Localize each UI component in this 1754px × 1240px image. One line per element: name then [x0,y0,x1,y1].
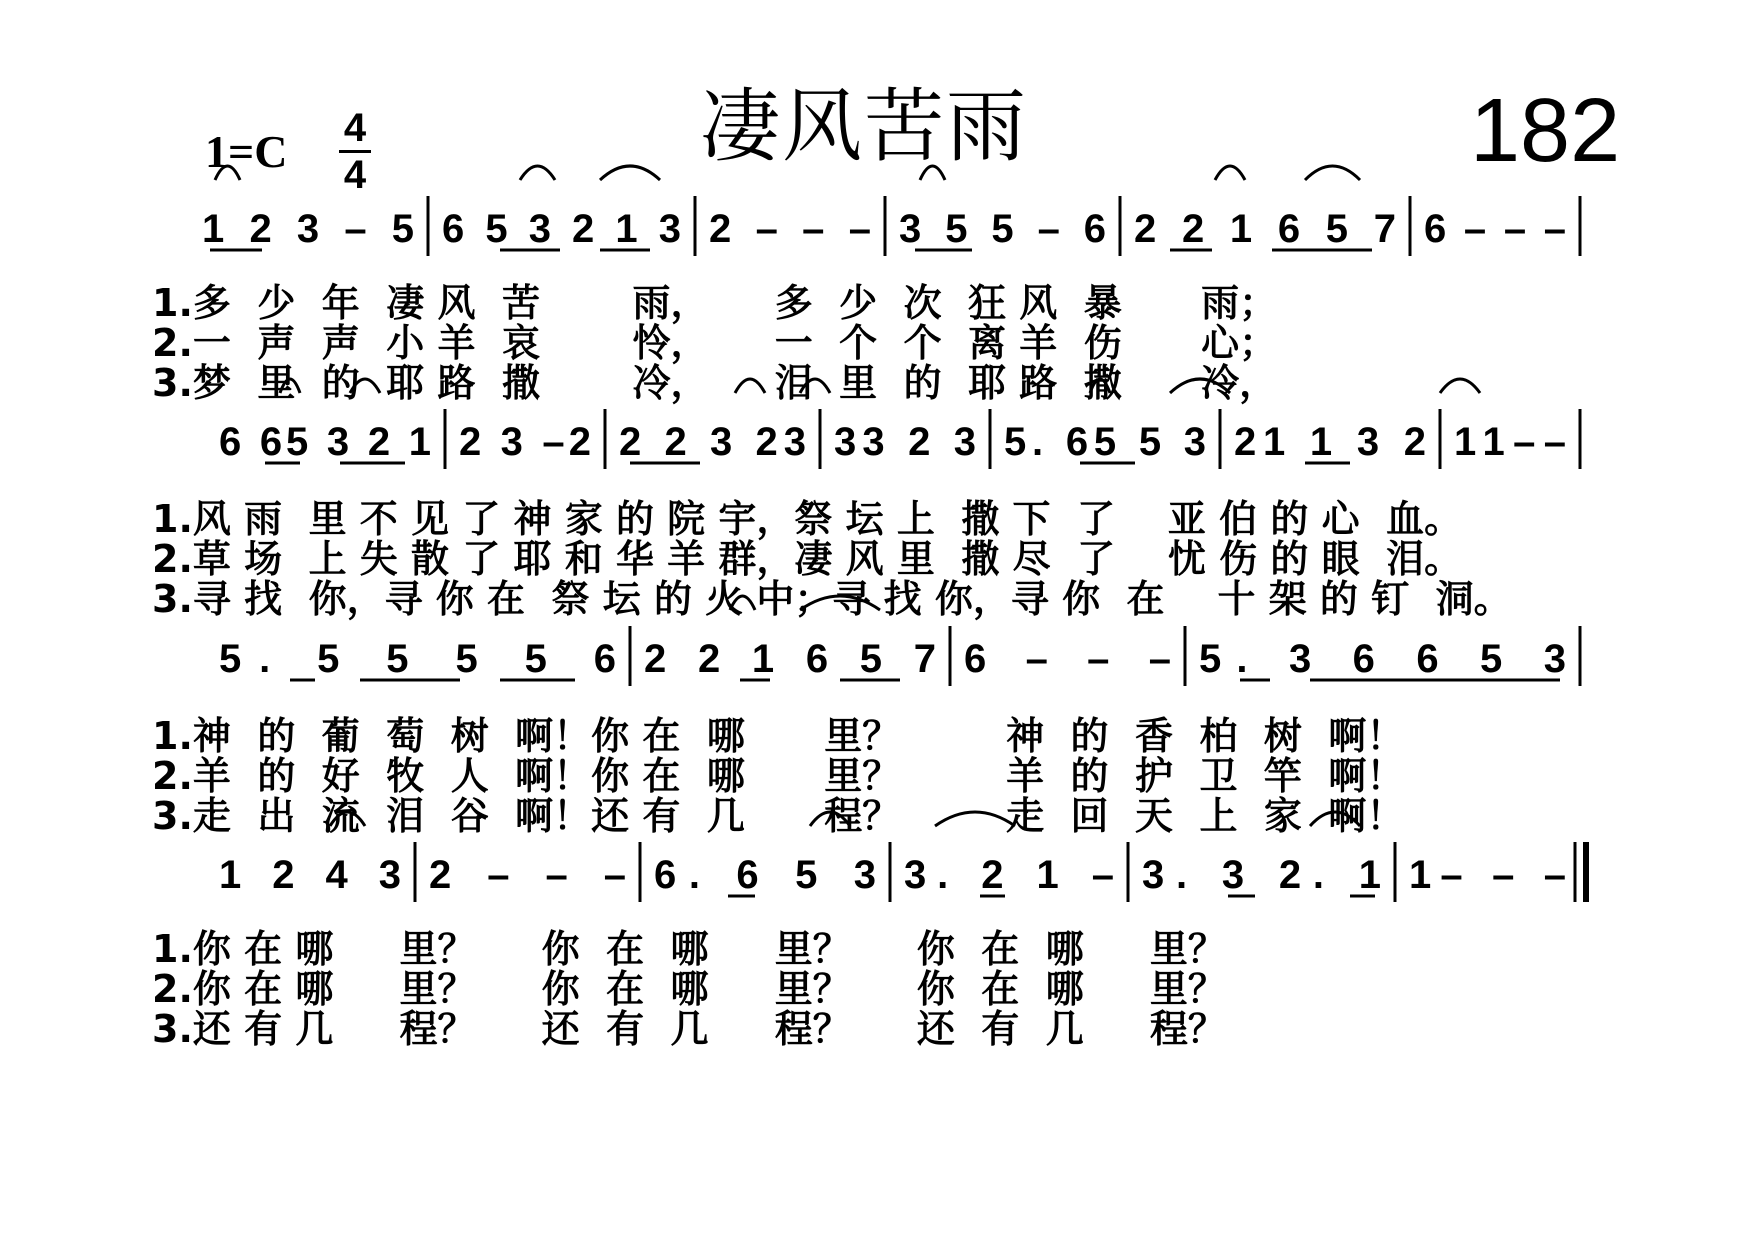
measure-notes: 6 65 3 2 1 [219,420,431,464]
lyric-line: 3.还 有 几 程？ 还 有 几 程？ 还 有 几 程？ [152,1007,1226,1051]
slur [520,166,555,180]
slur [1440,379,1480,393]
lyric-line: 2.羊 的 好 牧 人 啊！你 在 哪 里？ 羊 的 护 卫 竿 啊！ [152,754,1405,798]
slur [215,166,240,180]
measure-notes: 2 2 1 6 5 7 [644,637,936,681]
key-signature: 1=C [205,126,288,177]
lyric-line: 3.走 出 流 泪 谷 啊！还 有 几 程？ 走 回 天 上 家 啊！ [152,794,1405,838]
measure-notes: 3. 2 1 – [904,853,1114,897]
lyric-line: 1.你 在 哪 里？ 你 在 哪 里？ 你 在 哪 里？ [152,927,1226,971]
measure-notes: 2 2 3 23 [619,420,806,464]
slur [920,166,945,180]
measure-notes: 2 2 1 6 5 7 [1134,207,1396,251]
measure-notes: 6. 6 5 3 [654,853,876,897]
measure-notes: 6 – – – [1424,207,1566,251]
lyric-line: 1.风 雨 里 不 见 了 神 家 的 院 宇，祭 坛 上 撒 下 了 亚 伯 的 心 血。 [152,497,1463,541]
measure-notes: 2 – – – [709,207,871,251]
measure-notes: 3 5 5 – 6 [899,207,1106,251]
measure-notes: 5. 3 6 6 5 3 [1199,637,1566,681]
time-signature-top: 4 [343,106,367,150]
time-signature-bottom: 4 [343,153,367,197]
measure-notes: 11–– [1454,420,1566,464]
measure-notes: 2 3 –2 [459,420,591,464]
measure-notes: 6 5 3 2 1 3 [442,207,681,251]
hymn-number: 182 [1470,81,1621,181]
lyric-line: 2.草 场 上 失 散 了 耶 和 华 羊 群，凄 风 里 撒 尽 了 忧 伤 的 眼 泪。 [152,537,1463,581]
measure-notes: 6 – – – [964,637,1171,681]
measure-notes: 5. 65 5 3 [1004,420,1206,464]
lyric-line: 2.一 声 声 小 羊 哀 怜， 一 个 个 离 羊 伤 心； [152,321,1278,365]
slur [1215,166,1245,180]
measure-notes: 21 1 3 2 [1234,420,1426,464]
measure-notes: 1– – – [1409,853,1566,897]
slur [600,166,660,180]
measure-notes: 5. 5 5 5 5 6 [219,637,616,681]
measure-notes: 1 2 3 – 5 [202,207,414,251]
lyric-line: 3.寻 找 你，寻 你 在 祭 坛 的 火 中；寻 找 你，寻 你 在 十 架 的 钉 洞。 [152,577,1512,621]
lyric-line: 1.神 的 葡 萄 树 啊！你 在 哪 里？ 神 的 香 柏 树 啊！ [152,714,1405,758]
measure-notes: 33 2 3 [834,420,976,464]
slur [1305,166,1360,180]
lyric-line: 1.多 少 年 凄 风 苦 雨， 多 少 次 狂 风 暴 雨； [152,281,1278,325]
measure-notes: 2 – – – [429,853,626,897]
measure-notes: 3. 3 2. 1 [1142,853,1381,897]
measure-notes: 1 2 4 3 [219,853,401,897]
lyric-line: 2.你 在 哪 里？ 你 在 哪 里？ 你 在 哪 里？ [152,967,1226,1011]
lyric-line: 3.梦 里 的 耶 路 撒 冷， 泪 里 的 耶 路 撒 冷， [152,361,1278,405]
song-title: 凄风苦雨 [700,80,1028,173]
